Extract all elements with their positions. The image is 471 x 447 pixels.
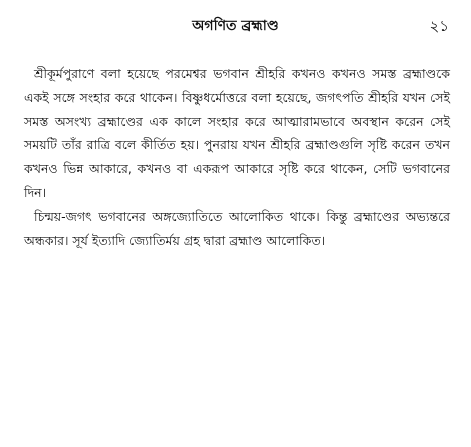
page-number: ২১ (429, 17, 449, 35)
paragraph-1: শ্রীকূর্মপুরাণে বলা হয়েছে পরমেশ্বর ভগবান শ্রীহরি কখনও কখনও সমস্ত ব্রহ্মাণ্ডকে একই সঙ্গে সংহার করে থাকেন। বিষ্ণুধর্মোত্তরে বলা হয়েছে, জগৎপতি শ্রীহরি যখন সেই সমস্ত অসংখ্য ব্রহ্মাণ্ডের এক কালে সংহার করে আত্মারামভাবে অবস্থান করেন সেই সময়টি তাঁর রাত্রি বলে কীর্তিত হয়। পুনরায় যখন শ্রীহরি ব্রহ্মাণ্ডগুলি সৃষ্টি করেন তখন কখনও ভিন্ন আকারে, কখনও বা একরূপ আকারে সৃষ্টি করে থাকেন, সেটি ভগবানের দিন। (24, 66, 450, 200)
body-text (24, 62, 450, 252)
page-header (0, 15, 471, 37)
running-title: অগণিত ব্রহ্মাণ্ড (192, 18, 279, 34)
paragraph-2: চিন্ময়-জগৎ ভগবানের অঙ্গজ্যোতিতে আলোকিত থাকে। কিন্তু ব্রহ্মাণ্ডের অভ্যন্তরে অন্ধকার। সূর্য ইত্যাদি জ্যোতির্ময় গ্রহ দ্বারা ব্রহ্মাণ্ড আলোকিত। (24, 208, 450, 248)
